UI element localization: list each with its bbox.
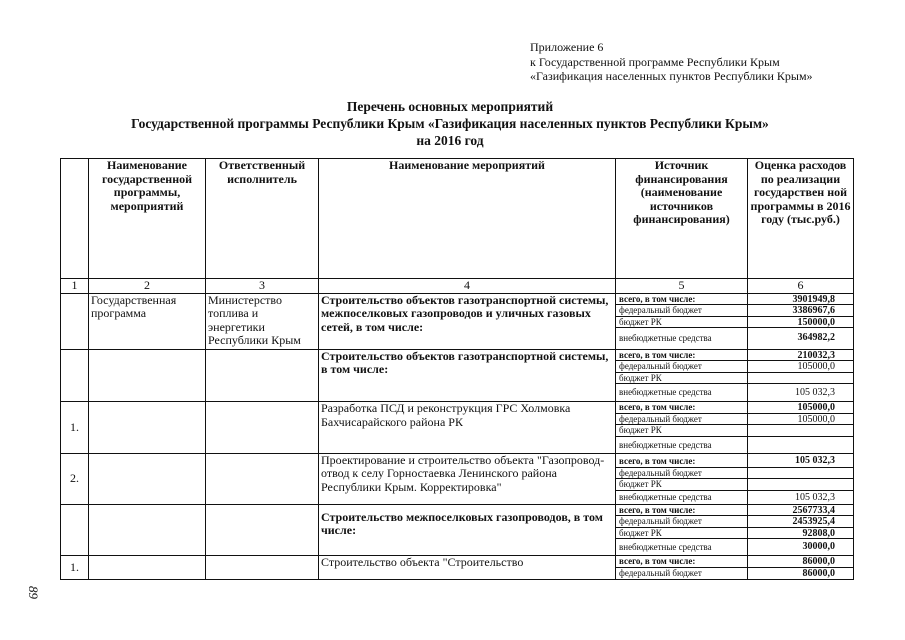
amount-cell: [748, 453, 854, 504]
source-line: внебюджетные средства: [619, 333, 712, 343]
executor-cell: [206, 402, 319, 454]
event-cell: Строительство объектов газотранспортной системы, межпоселковых газопроводов и уличных газовых сетей, в том числе:: [319, 293, 616, 349]
annex-block: [530, 40, 813, 84]
row-number: 1.: [61, 556, 89, 580]
executor-cell: [206, 556, 319, 580]
column-number: 2: [89, 279, 206, 294]
executor-cell: [206, 504, 319, 556]
document-subtitle: Государственной программы Республики Крым «Газификация населенных пунктов Республики Крым»: [131, 116, 769, 131]
source-line: бюджет РК: [616, 373, 747, 385]
row-number: [61, 349, 89, 402]
source-line: федеральный бюджет: [616, 516, 747, 528]
header-cell: [61, 159, 89, 279]
event-cell: Проектирование и строительство объекта "Газопровод-отвод к селу Горностаевка Ленинского района Республики Крым. Корректировка": [319, 453, 616, 504]
amount-line: 364982,2: [797, 332, 835, 343]
amount-line: [748, 468, 853, 480]
event-cell: Разработка ПСД и реконструкция ГРС Холмовка Бахчисарайского района РК: [319, 402, 616, 454]
amount-line: 2453925,4: [748, 516, 853, 528]
source-cell: [616, 504, 748, 556]
source-cell: [616, 453, 748, 504]
source-line: всего, в том числе:: [616, 350, 747, 362]
amount-cell: [748, 349, 854, 402]
source-line: внебюджетные средства: [619, 491, 712, 502]
source-line: всего, в том числе:: [616, 454, 747, 468]
annex-line: «Газификация населенных пунктов Республики Крым»: [530, 69, 813, 83]
column-number: 3: [206, 279, 319, 294]
source-line: всего, в том числе:: [616, 294, 747, 306]
program-cell: Государственная программа: [89, 293, 206, 349]
amount-cell: [748, 293, 854, 349]
program-cell: [89, 556, 206, 580]
event-cell: Строительство объекта "Строительство: [319, 556, 616, 580]
annex-line: к Государственной программе Республики Крым: [530, 54, 780, 69]
row-number: [61, 293, 89, 349]
source-cell: [616, 349, 748, 402]
source-line: федеральный бюджет: [616, 305, 747, 317]
source-line: всего, в том числе:: [616, 402, 747, 414]
column-number: 1: [61, 279, 89, 294]
amount-line: 150000,0: [748, 317, 853, 329]
amount-line: 105 032,3: [795, 491, 835, 503]
source-line: бюджет РК: [616, 528, 747, 540]
amount-cell: [748, 402, 854, 454]
source-cell: [616, 402, 748, 454]
amount-line: 3901949,8: [748, 294, 853, 306]
header-cell: Наименование государственной программы, мероприятий: [89, 159, 206, 279]
row-number: [61, 504, 89, 556]
amount-line: 105000,0: [748, 361, 853, 373]
source-cell: [616, 293, 748, 349]
executor-cell: Министерство топлива и энергетики Республики Крым: [206, 293, 319, 349]
column-number: 4: [319, 279, 616, 294]
amount-line: 105000,0: [748, 402, 853, 414]
header-cell: Оценка расходов по реализации государствен ной программы в 2016 году (тыс.руб.): [748, 159, 854, 279]
table-row: [61, 293, 854, 349]
program-cell: [89, 402, 206, 454]
event-cell: Строительство межпоселковых газопроводов, в том числе:: [319, 504, 616, 556]
source-line: федеральный бюджет: [616, 468, 747, 480]
source-line: внебюджетные средства: [619, 542, 712, 552]
table-row: [61, 402, 854, 454]
executor-cell: [206, 453, 319, 504]
amount-line: 105 032,3: [748, 454, 853, 468]
column-number: 5: [616, 279, 748, 294]
amount-line: 30000,0: [802, 541, 835, 552]
amount-line: 105000,0: [748, 414, 853, 426]
source-line: бюджет РК: [616, 479, 747, 491]
amount-cell: [748, 556, 854, 580]
amount-line: [748, 479, 853, 491]
amount-line: 92808,0: [748, 528, 853, 540]
amount-line: 86000,0: [802, 567, 835, 579]
amount-line: [748, 437, 853, 453]
source-line: бюджет РК: [616, 317, 747, 329]
table-row: [61, 504, 854, 556]
program-cell: [89, 349, 206, 402]
document-year: на 2016 год: [416, 133, 484, 148]
source-line: федеральный бюджет: [616, 414, 747, 426]
page-number-stamp: 89: [26, 586, 41, 599]
event-cell: Строительство объектов газотранспортной системы, в том числе:: [319, 349, 616, 402]
source-line: внебюджетные средства: [619, 439, 712, 450]
amount-line: 86000,0: [748, 556, 853, 568]
row-number: 2.: [61, 453, 89, 504]
table-row: [61, 349, 854, 402]
program-cell: [89, 504, 206, 556]
source-line: всего, в том числе:: [616, 556, 747, 568]
column-number: 6: [748, 279, 854, 294]
amount-line: 2567733,4: [748, 505, 853, 517]
table-row: [61, 556, 854, 580]
row-number: 1.: [61, 402, 89, 454]
table-row: [61, 453, 854, 504]
header-cell: Ответственный исполнитель: [206, 159, 319, 279]
amount-cell: [748, 504, 854, 556]
source-line: федеральный бюджет: [619, 567, 702, 578]
source-line: федеральный бюджет: [616, 361, 747, 373]
header-row: [61, 159, 854, 279]
header-cell: Источник финансирования (наименование источников финансирования): [616, 159, 748, 279]
amount-line: 210032,3: [748, 350, 853, 362]
source-line: внебюджетные средства: [619, 387, 712, 397]
source-cell: [616, 556, 748, 580]
annex-line: Приложение 6: [530, 40, 604, 54]
amount-line: [748, 373, 853, 385]
source-line: бюджет РК: [616, 425, 747, 437]
events-table: [60, 158, 854, 580]
document-title: Перечень основных мероприятий: [346, 99, 554, 114]
header-cell: Наименование мероприятий: [319, 159, 616, 279]
amount-line: 3386967,6: [748, 305, 853, 317]
amount-line: 105 032,3: [795, 387, 835, 398]
program-cell: [89, 453, 206, 504]
executor-cell: [206, 349, 319, 402]
column-number-row: [61, 279, 854, 294]
source-line: всего, в том числе:: [616, 505, 747, 517]
amount-line: [748, 425, 853, 437]
